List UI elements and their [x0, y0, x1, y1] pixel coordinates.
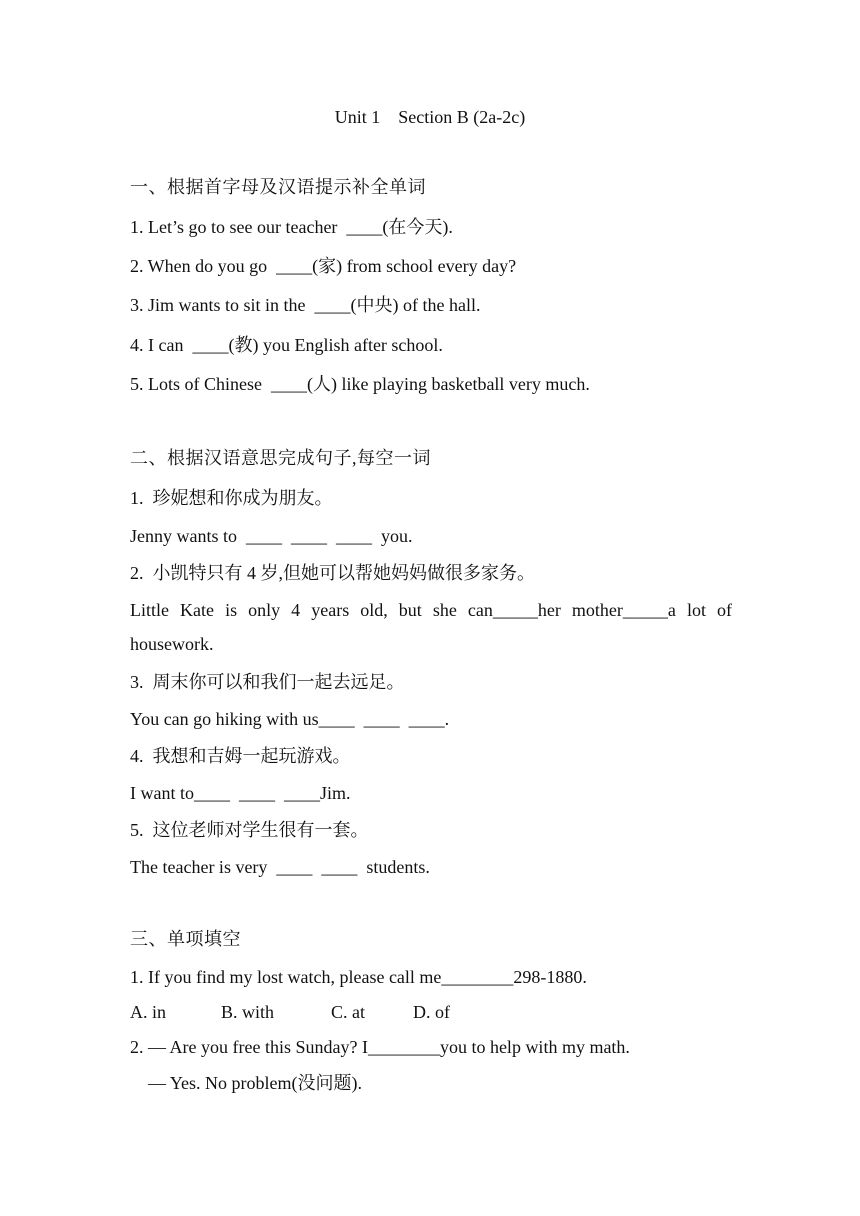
section1-heading: 一、根据首字母及汉语提示补全单词 — [130, 177, 426, 197]
section2-item-1-english: Jenny wants to ____ ____ ____ you. — [130, 526, 413, 546]
section3-question-2-reply: — Yes. No problem(没问题). — [148, 1073, 362, 1093]
q1-option-b: B. with — [221, 1002, 275, 1022]
section3-question-2: 2. — Are you free this Sunday? I________you to help with my math. — [130, 1037, 630, 1057]
section2-item-3-chinese: 3. 周末你可以和我们一起去远足。 — [130, 672, 405, 692]
page-title: Unit 1 Section B (2a-2c) — [334, 107, 526, 127]
section1-item-3: 3. Jim wants to sit in the ____(中央) of the hall. — [130, 295, 481, 315]
section2-item-2-chinese: 2. 小凯特只有 4 岁,但她可以帮她妈妈做很多家务。 — [130, 563, 535, 583]
section2-item-3-english: You can go hiking with us____ ____ ____. — [130, 709, 450, 729]
q1-option-a: A. in — [130, 1002, 166, 1022]
section2-heading: 二、根据汉语意思完成句子,每空一词 — [130, 448, 431, 468]
section2-item-1-chinese: 1. 珍妮想和你成为朋友。 — [130, 488, 333, 508]
section1-item-2: 2. When do you go ____(家) from school every day? — [130, 256, 517, 276]
section2-item-4-chinese: 4. 我想和吉姆一起玩游戏。 — [130, 746, 351, 766]
section1-item-5: 5. Lots of Chinese ____(人) like playing basketball very much. — [130, 374, 590, 394]
section2-item-5-english: The teacher is very ____ ____ students. — [130, 857, 430, 877]
section3-heading: 三、单项填空 — [130, 929, 241, 949]
q1-option-c: C. at — [331, 1002, 365, 1022]
section1-item-4: 4. I can ____(教) you English after school. — [130, 335, 443, 355]
section2-item-2-english: Little Kate is only 4 years old, but she can_____her mother_____a lot of — [130, 600, 732, 620]
section1-item-1: 1. Let’s go to see our teacher ____(在今天). — [130, 217, 453, 237]
q1-option-d: D. of — [413, 1002, 450, 1022]
section3-question-1: 1. If you find my lost watch, please call me________298-1880. — [130, 967, 587, 987]
section2-item-5-chinese: 5. 这位老师对学生很有一套。 — [130, 820, 369, 840]
section2-item-4-english: I want to____ ____ ____Jim. — [130, 783, 351, 803]
section2-item-2-english-cont: housework. — [130, 634, 214, 654]
